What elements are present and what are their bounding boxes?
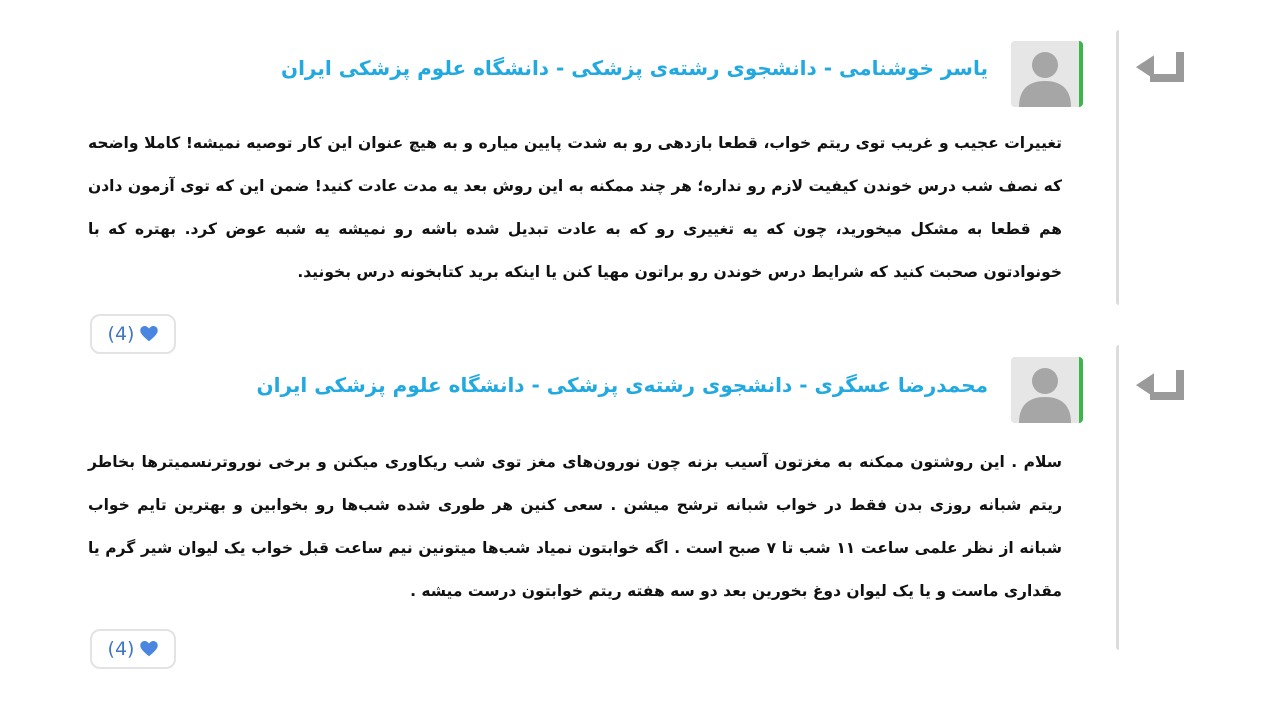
like-count: (4) xyxy=(107,323,135,345)
like-count: (4) xyxy=(107,638,135,660)
reply-arrow-icon[interactable] xyxy=(1136,52,1186,86)
avatar xyxy=(1011,357,1083,423)
like-button[interactable] xyxy=(90,314,176,354)
comment-text: تغییرات عجیب و غریب توی ریتم خواب، قطعا بازدهی رو به شدت پایین میاره و به هیچ عنوان این کار توصیه نمیشه! کاملا واضحه که نصف شب درس خوندن کیفیت لازم رو نداره؛ هر چند ممکنه به این روش بعد یه مدت عادت کنید! ضمن این که توی آزمون دادن هم قطعا به مشکل میخورید، چون که یه تغییری رو که به عادت تبدیل شده باشه رو نمیشه یه شبه عوض کرد. بهتره که با خونوادتون صحبت کنید که شرایط درس خوندن رو براتون مهیا کنن یا اینکه برید کتابخونه درس بخونید. xyxy=(88,134,1062,281)
heart-icon xyxy=(140,641,158,657)
thread-line xyxy=(1116,345,1123,650)
comment-text: سلام . این روشتون ممکنه به مغزتون آسیب بزنه چون نورون‌های مغز توی شب ریکاوری میکنن و برخی نوروترنسمیترها بخاطر ریتم شبانه روزی بدن فقط در خواب شبانه ترشح میشن . سعی کنین هر طوری شده شب‌ها رو بخوابین و بهترین تایم خواب شبانه از نظر علمی ساعت ۱۱ شب تا ۷ صبح است . اگه خوابتون نمیاد شب‌ها میتونین نیم ساعت قبل خواب یک لیوان شیر گرم یا مقداری ماست و یا یک لیوان دوغ بخورین بعد دو سه هفته ریتم خوابتون درست میشه . xyxy=(88,453,1063,600)
comment-author: یاسر خوشنامی - دانشجوی رشته‌ی پزشکی - دانشگاه علوم پزشکی ایران xyxy=(281,56,988,80)
like-button[interactable] xyxy=(90,629,176,669)
heart-icon xyxy=(140,326,158,342)
avatar xyxy=(1011,41,1083,107)
reply-arrow-icon[interactable] xyxy=(1136,370,1186,404)
comment-author: محمدرضا عسگری - دانشجوی رشته‌ی پزشکی - دانشگاه علوم پزشکی ایران xyxy=(256,373,988,397)
thread-line xyxy=(1116,30,1123,305)
